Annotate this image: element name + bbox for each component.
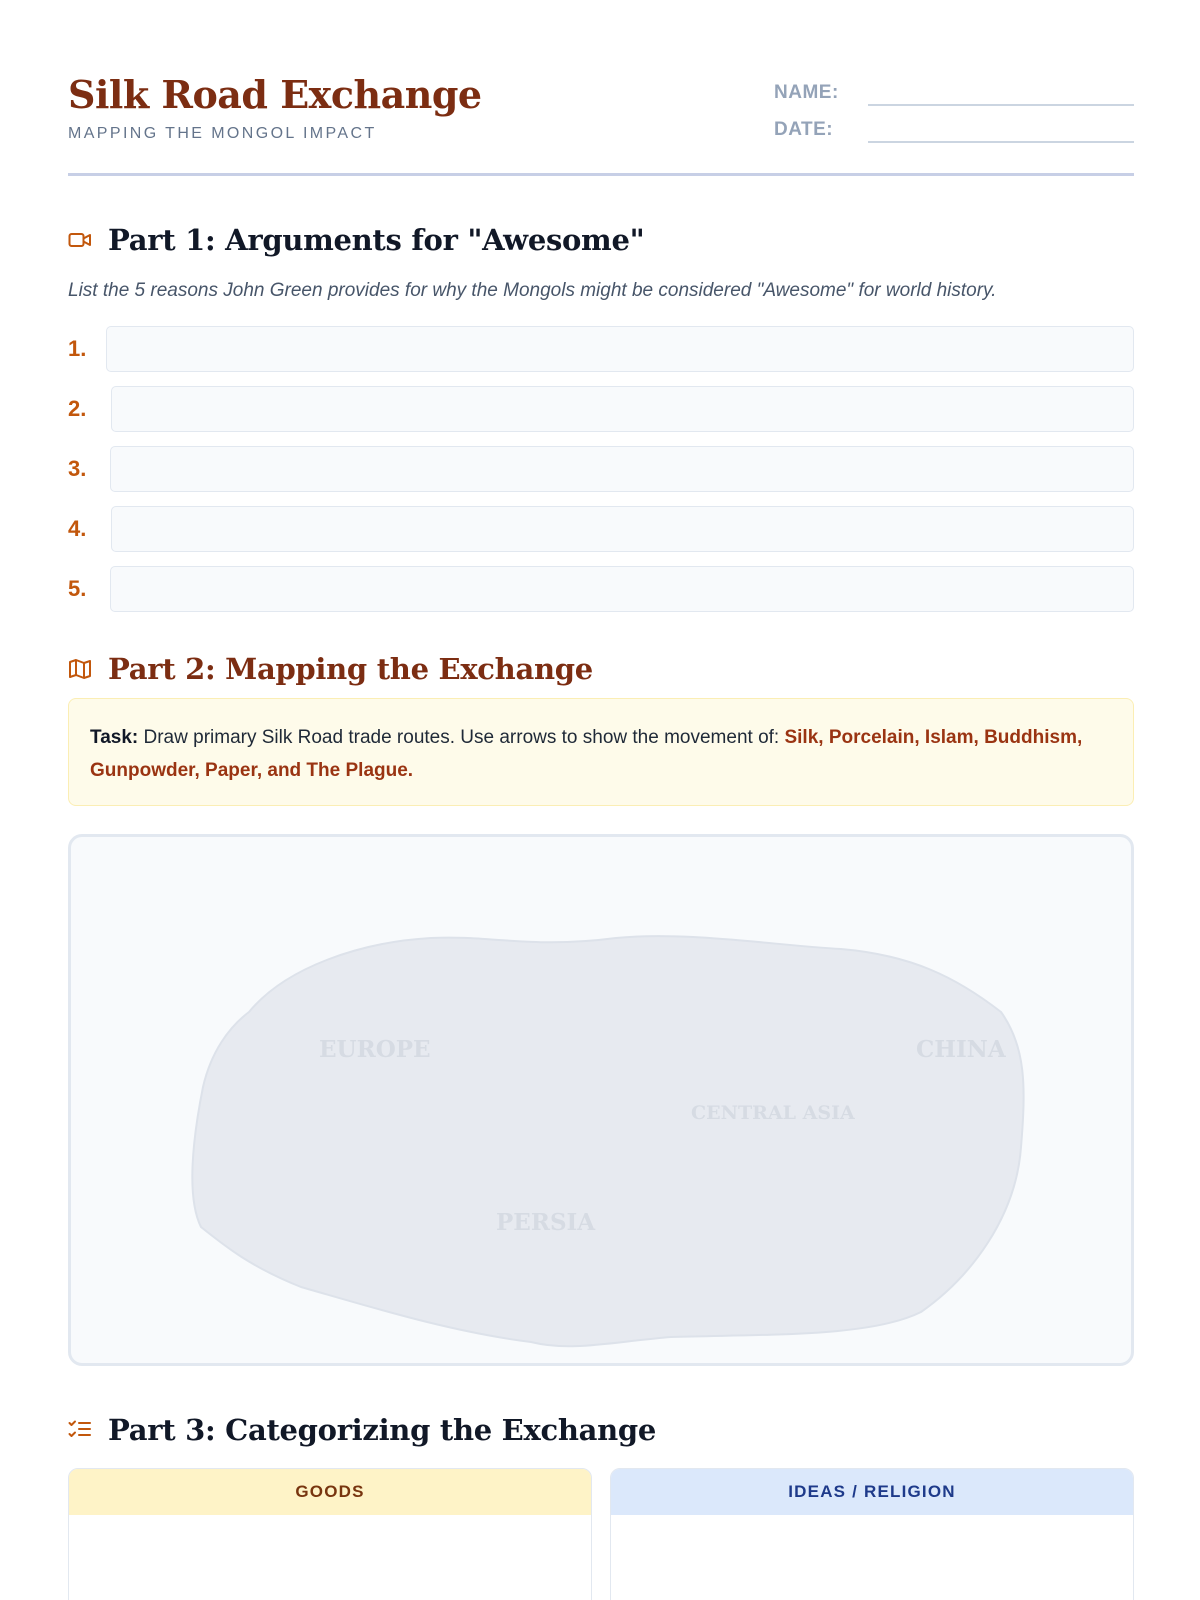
answer-row-1 <box>68 326 1134 372</box>
answer-box-4[interactable] <box>111 506 1134 552</box>
eurasia-landmass <box>192 936 1023 1346</box>
answer-box-2[interactable] <box>111 386 1134 432</box>
answer-number: 2. <box>68 396 87 421</box>
answer-box-3[interactable] <box>110 446 1134 492</box>
part3-title: Part 3: Categorizing the Exchange <box>108 1413 657 1447</box>
part2-header <box>68 649 1134 689</box>
date-field[interactable] <box>774 117 1134 145</box>
answer-number: 3. <box>68 456 87 481</box>
page-subtitle: MAPPING THE MONGOL IMPACT <box>68 125 377 142</box>
part1-instructions: List the 5 reasons John Green provides for why the Mongols might be considered "Awesome" for world history. <box>68 280 997 301</box>
worksheet-header <box>68 70 1134 176</box>
answer-number: 5. <box>68 576 87 601</box>
answer-number: 1. <box>68 336 87 361</box>
page-title: Silk Road Exchange <box>68 72 482 117</box>
ideas-religion-column[interactable] <box>610 1468 1134 1600</box>
map-label-china: CHINA <box>916 1036 1006 1063</box>
map-label-central-asia: CENTRAL ASIA <box>691 1102 855 1124</box>
date-label: DATE: <box>774 119 834 140</box>
task-text: Draw primary Silk Road trade routes. Use arrows to show the movement of: <box>138 727 785 748</box>
task-items: Silk, Porcelain, Islam, Buddhism, Gunpowder, Paper, and The Plague. <box>90 727 1083 781</box>
map-icon <box>68 657 92 681</box>
answer-row-4 <box>68 506 1134 552</box>
task-label: Task: <box>90 727 139 748</box>
ideas-religion-header: IDEAS / RELIGION <box>611 1469 1133 1515</box>
name-label: NAME: <box>774 82 839 103</box>
date-write-line[interactable] <box>868 141 1134 143</box>
task-callout <box>68 698 1134 806</box>
map-label-europe: EUROPE <box>319 1036 431 1063</box>
checklist-icon <box>68 1418 92 1442</box>
name-field[interactable] <box>774 80 1134 108</box>
answer-number: 4. <box>68 516 87 541</box>
map-canvas <box>71 837 1134 1366</box>
part1-title: Part 1: Arguments for "Awesome" <box>108 223 645 257</box>
part2-title: Part 2: Mapping the Exchange <box>108 652 593 686</box>
part3-header <box>68 1410 1134 1450</box>
answer-row-2 <box>68 386 1134 432</box>
answer-box-5[interactable] <box>110 566 1134 612</box>
goods-header: GOODS <box>69 1469 591 1515</box>
answer-box-1[interactable] <box>106 326 1134 372</box>
part1-header <box>68 220 1134 260</box>
name-write-line[interactable] <box>868 104 1134 106</box>
video-camera-icon <box>68 228 92 252</box>
answer-row-3 <box>68 446 1134 492</box>
answer-row-5 <box>68 566 1134 612</box>
goods-column[interactable] <box>68 1468 592 1600</box>
map-label-persia: PERSIA <box>496 1209 596 1236</box>
map-drawing-area[interactable] <box>68 834 1134 1366</box>
